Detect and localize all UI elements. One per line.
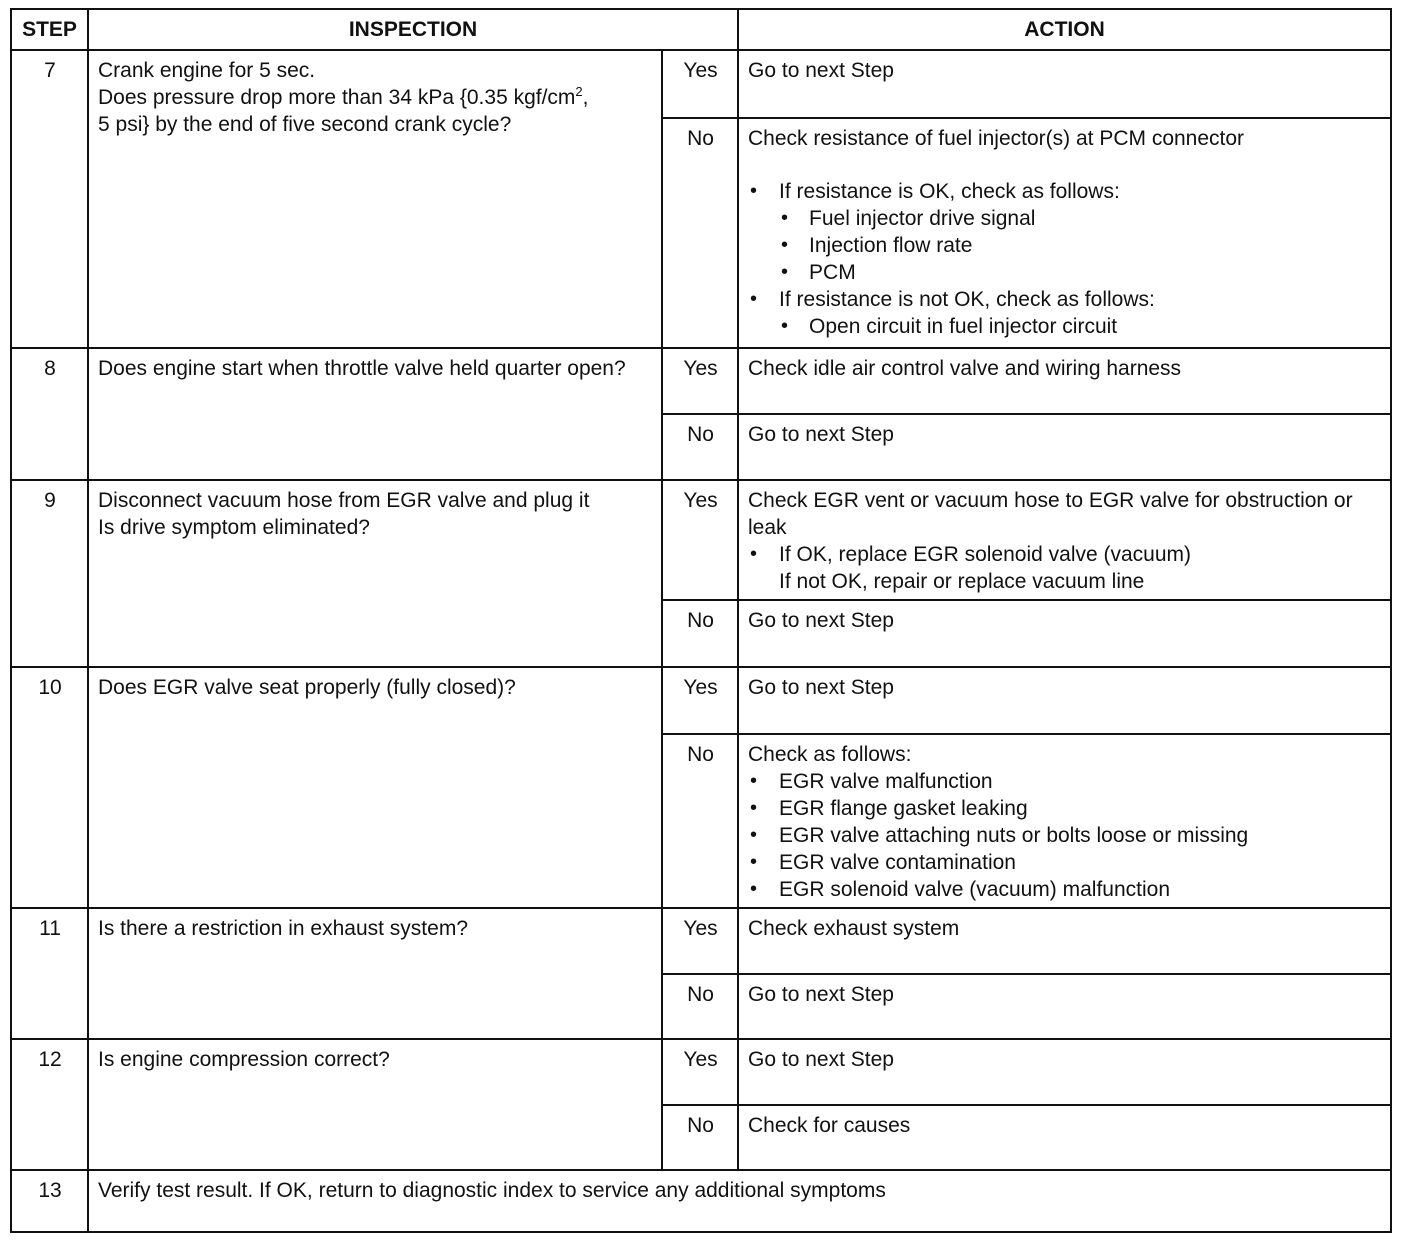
inspection-line: Disconnect vacuum hose from EGR valve and plug it <box>98 489 590 512</box>
header-row <box>11 9 1391 50</box>
no-label: No <box>662 600 738 667</box>
step-number: 8 <box>11 348 88 480</box>
step-inspection: Does EGR valve seat properly (fully closed)? <box>88 667 662 908</box>
yes-action: Check exhaust system <box>738 908 1391 974</box>
step-number: 11 <box>11 908 88 1039</box>
yes-action: Check idle air control valve and wiring harness <box>738 348 1391 414</box>
sub-bullet-item: • Fuel injector drive signal <box>748 205 1382 232</box>
sub-bullet-item: • Open circuit in fuel injector circuit <box>748 313 1382 340</box>
step-inspection <box>88 480 662 667</box>
bullet-item: • EGR valve malfunction <box>748 768 1382 795</box>
step-number: 9 <box>11 480 88 667</box>
sub-bullet-item: • PCM <box>748 259 1382 286</box>
step-8-yes-row <box>11 348 1391 414</box>
header-action: ACTION <box>738 9 1391 50</box>
bullet-item: • EGR solenoid valve (vacuum) malfunction <box>748 876 1382 903</box>
yes-label: Yes <box>662 348 738 414</box>
yes-label: Yes <box>662 667 738 734</box>
no-action: Go to next Step <box>738 600 1391 667</box>
yes-label: Yes <box>662 908 738 974</box>
step-10-yes-row <box>11 667 1391 734</box>
bullet-item: • If OK, replace EGR solenoid valve (vacuum) <box>748 541 1382 568</box>
step-number: 10 <box>11 667 88 908</box>
no-action <box>738 734 1391 908</box>
step-inspection: Is engine compression correct? <box>88 1039 662 1170</box>
step-number: 13 <box>11 1170 88 1232</box>
action-intro: Check as follows: <box>748 743 912 766</box>
sub-bullet-list <box>748 205 1382 286</box>
no-label: No <box>662 118 738 348</box>
yes-action: Go to next Step <box>738 1039 1391 1105</box>
bullet-list <box>748 768 1382 903</box>
header-inspection: INSPECTION <box>88 9 738 50</box>
step-13-row <box>11 1170 1391 1232</box>
action-intro: Check resistance of fuel injector(s) at PCM connector <box>748 127 1245 150</box>
diagnostic-table <box>10 8 1392 1233</box>
no-action: Go to next Step <box>738 414 1391 480</box>
step-inspection: Is there a restriction in exhaust system? <box>88 908 662 1039</box>
step-7-yes-row <box>11 50 1391 118</box>
no-label: No <box>662 734 738 908</box>
step-inspection <box>88 50 662 348</box>
yes-action <box>738 480 1391 600</box>
inspection-line: 5 psi} by the end of five second crank cycle? <box>98 113 512 136</box>
step-11-yes-row <box>11 908 1391 974</box>
bullet-list <box>748 541 1382 568</box>
header-step: STEP <box>11 9 88 50</box>
step-number: 12 <box>11 1039 88 1170</box>
inspection-line: Crank engine for 5 sec. <box>98 59 316 82</box>
no-label: No <box>662 414 738 480</box>
action-text: Check EGR vent or vacuum hose to EGR valve for obstruction or leak <box>748 489 1353 539</box>
bullet-list <box>748 178 1382 340</box>
no-action <box>738 118 1391 348</box>
bullet-item: • If resistance is not OK, check as follows: • Open circuit in fuel injector circuit <box>748 286 1382 340</box>
yes-label: Yes <box>662 1039 738 1105</box>
no-label: No <box>662 974 738 1039</box>
step-number: 7 <box>11 50 88 348</box>
yes-label: Yes <box>662 480 738 600</box>
no-action: Check for causes <box>738 1105 1391 1170</box>
bullet-item: • EGR flange gasket leaking <box>748 795 1382 822</box>
step-12-yes-row <box>11 1039 1391 1105</box>
yes-action: Go to next Step <box>738 667 1391 734</box>
step-inspection: Does engine start when throttle valve held quarter open? <box>88 348 662 480</box>
bullet-item: • If resistance is OK, check as follows: • Fuel injector drive signal • Injection flow rate • PCM <box>748 178 1382 286</box>
step-9-yes-row <box>11 480 1391 600</box>
yes-label: Yes <box>662 50 738 118</box>
inspection-line: Does pressure drop more than 34 kPa {0.35 kgf/$cm^2$, <box>98 84 589 109</box>
bullet-item: • EGR valve attaching nuts or bolts loose or missing <box>748 822 1382 849</box>
bullet-item: • EGR valve contamination <box>748 849 1382 876</box>
step-13-text: Verify test result. If OK, return to diagnostic index to service any additional symptoms <box>88 1170 1391 1232</box>
sub-bullet-list <box>748 313 1382 340</box>
bullet-continuation: If not OK, repair or replace vacuum line <box>779 570 1145 593</box>
no-action: Go to next Step <box>738 974 1391 1039</box>
no-label: No <box>662 1105 738 1170</box>
inspection-line: Is drive symptom eliminated? <box>98 516 370 539</box>
yes-action: Go to next Step <box>738 50 1391 118</box>
sub-bullet-item: • Injection flow rate <box>748 232 1382 259</box>
